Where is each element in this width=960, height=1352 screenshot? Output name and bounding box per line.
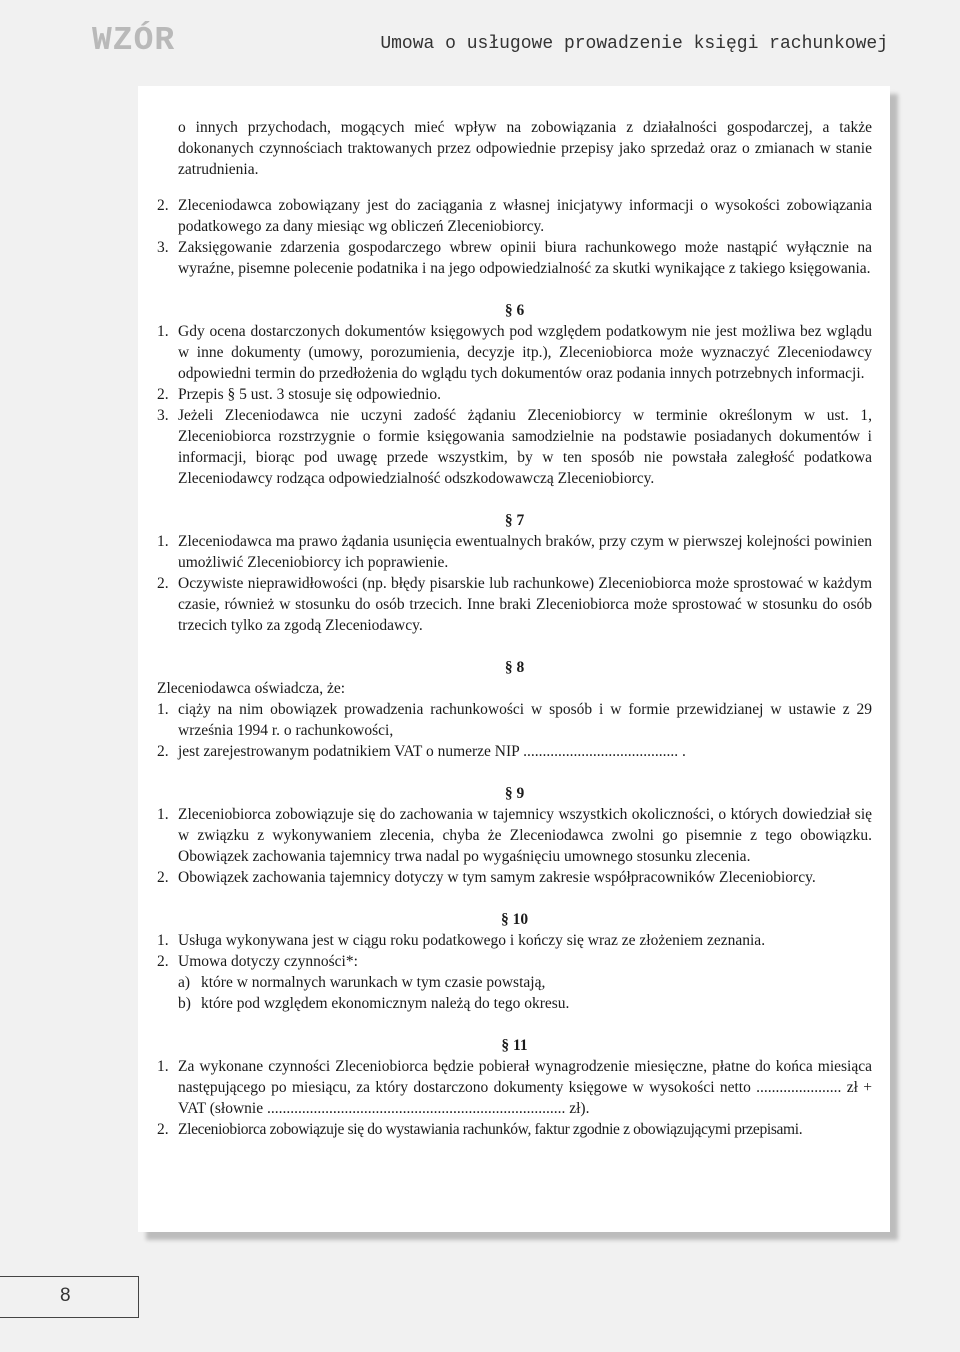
item-text: Obowiązek zachowania tajemnicy dotyczy w tym samym zakresie współpracowników Zleceniobiorcy. [178,869,816,886]
item-number: 2. [157,197,169,214]
page-header [0,0,960,82]
item-number: 2. [157,386,169,403]
item-number: 1. [157,806,169,823]
section-heading-11: § 11 [501,1037,528,1054]
item-number: 2. [157,869,169,886]
item-text: Oczywiste nieprawidłowości (np. błędy pisarskie lub rachunkowe) Zleceniobiorca może sprostować w każdym czasie, również w stosunku do osób trzecich. Inne braki Zleceniobiorca może sprostować w stosunku do osób trzecich tylko za zgodą Zleceniodawcy. [178,575,872,634]
item-number: 1. [157,701,169,718]
section-heading-7: § 7 [504,512,525,529]
item-text: jest zarejestrowanym podatnikiem VAT o numerze NIP ........................................ . [178,743,686,760]
page-number: 8 [60,1285,71,1306]
item-number: 3. [157,239,169,256]
item-number: 1. [157,323,169,340]
section-10-subitem [157,993,872,1014]
section-6-item [157,384,872,405]
document-title: Umowa o usługowe prowadzenie księgi rachunkowej [380,34,888,54]
item-text: Jeżeli Zleceniodawca nie uczyni zadość żądaniu Zleceniobiorcy w terminie określonym w ust. 1, Zleceniobiorca rozstrzygnie o formie księgowania samodzielnie na podstawie posiadanych dokumentów i informacji, biorąc pod uwagę przede wszystkim, by w ten sposób nie powstała zaległość podatkowa Zleceniodawcy rodząca odpowiedzialność odszkodowawczą Zleceniobiorcy. [178,407,872,487]
section-heading-10: § 10 [500,911,529,928]
subitem-text: które pod względem ekonomicznym należą do tego okresu. [201,995,570,1012]
item-text: Zleceniobiorca zobowiązuje się do zachowania w tajemnicy wszystkich okoliczności, o których dowiedział się w związku z wykonywaniem zlecenia, chyba że Zleceniodawca zwolni go pisemnie z tego obowiązku. Obowiązek zachowania tajemnicy trwa nadal po wygaśnięciu umownego stosunku zlecenia. [178,806,872,865]
item-text: Gdy ocena dostarczonych dokumentów księgowych pod względem podatkowym nie jest możliwa bez wglądu w inne dokumenty (umowy, porozumienia, decyzje itp.), Zleceniobiorca może wyznaczyć Zleceniodawcy odpowiedni termin do przedłożenia do wglądu tych dokumentów oraz podania innych potrzebnych informacji. [178,323,872,382]
item-text: Za wykonane czynności Zleceniobiorca będzie pobierał wynagrodzenie miesięczne, płatne do końca miesiąca następującego po miesiącu, za który dostarczono dokumenty księgowe w wysokości netto ...................... zł + VAT (słownie ............................................................................. zł). [178,1058,872,1117]
section-8-lead: Zleceniodawca oświadcza, że: [157,680,346,697]
page-number-box [0,1276,139,1318]
intro-item [157,195,872,237]
section-11-item [157,1056,872,1119]
item-number: 1. [157,1058,169,1075]
item-number: 2. [157,953,169,970]
section-9-item [157,804,872,867]
item-text: Zleceniodawca zobowiązany jest do zaciągania z własnej inicjatywy informacji o wysokości zobowiązania podatkowego za dany miesiąc wg obliczeń Zleceniobiorcy. [178,197,872,235]
item-number: 3. [157,407,169,424]
intro-item [157,237,872,279]
section-heading-9: § 9 [504,785,525,802]
section-heading-8: § 8 [504,659,525,676]
item-text: ciąży na nim obowiązek prowadzenia rachunkowości w sposób i w formie przewidzianej w ustawie z 29 września 1994 r. o rachunkowości, [178,701,872,739]
section-7-item [157,531,872,573]
section-10-subitem [157,972,872,993]
section-10-item [157,951,872,972]
item-number: 2. [157,1121,169,1138]
item-text: Usługa wykonywana jest w ciągu roku podatkowego i kończy się wraz ze złożeniem zeznania. [178,932,766,949]
item-text: Zleceniodawca ma prawo żądania usunięcia ewentualnych braków, przy czym w pierwszej kolejności powinien umożliwić Zleceniobiorcy ich poprawienie. [178,533,872,571]
section-11-item [157,1119,872,1140]
document-body [157,101,872,1140]
intro-continuation: o innych przychodach, mogących mieć wpływ na zobowiązania z działalności gospodarczej, a także dokonanych czynnościach traktowanych przez odpowiednie przepisy jako sprzedaż oraz o zmianach w stanie zatrudnienia. [178,118,872,178]
item-text: Zleceniobiorca zobowiązuje się do wystawiania rachunków, faktur zgodnie z obowiązującymi przepisami. [178,1121,803,1138]
item-text: Zaksięgowanie zdarzenia gospodarczego wbrew opinii biura rachunkowego może nastąpić wyłącznie na wyraźne, pisemne polecenie podatnika i na jego odpowiedzialność za skutki wynikające z takiego księgowania. [178,239,872,277]
subitem-letter: b) [178,995,191,1012]
section-8-item [157,741,872,762]
section-7-item [157,573,872,636]
subitem-text: które w normalnych warunkach w tym czasie powstają, [201,974,546,991]
section-6-item [157,321,872,384]
item-text: Umowa dotyczy czynności*: [178,953,358,970]
item-number: 1. [157,932,169,949]
item-number: 1. [157,533,169,550]
item-text: Przepis § 5 ust. 3 stosuje się odpowiednio. [178,386,442,403]
section-heading-6: § 6 [504,302,525,319]
item-number: 2. [157,575,169,592]
section-6-item [157,405,872,489]
section-10-item [157,930,872,951]
section-9-item [157,867,872,888]
item-number: 2. [157,743,169,760]
section-8-item [157,699,872,741]
watermark-text: WZÓR [92,22,176,59]
subitem-letter: a) [178,974,191,991]
